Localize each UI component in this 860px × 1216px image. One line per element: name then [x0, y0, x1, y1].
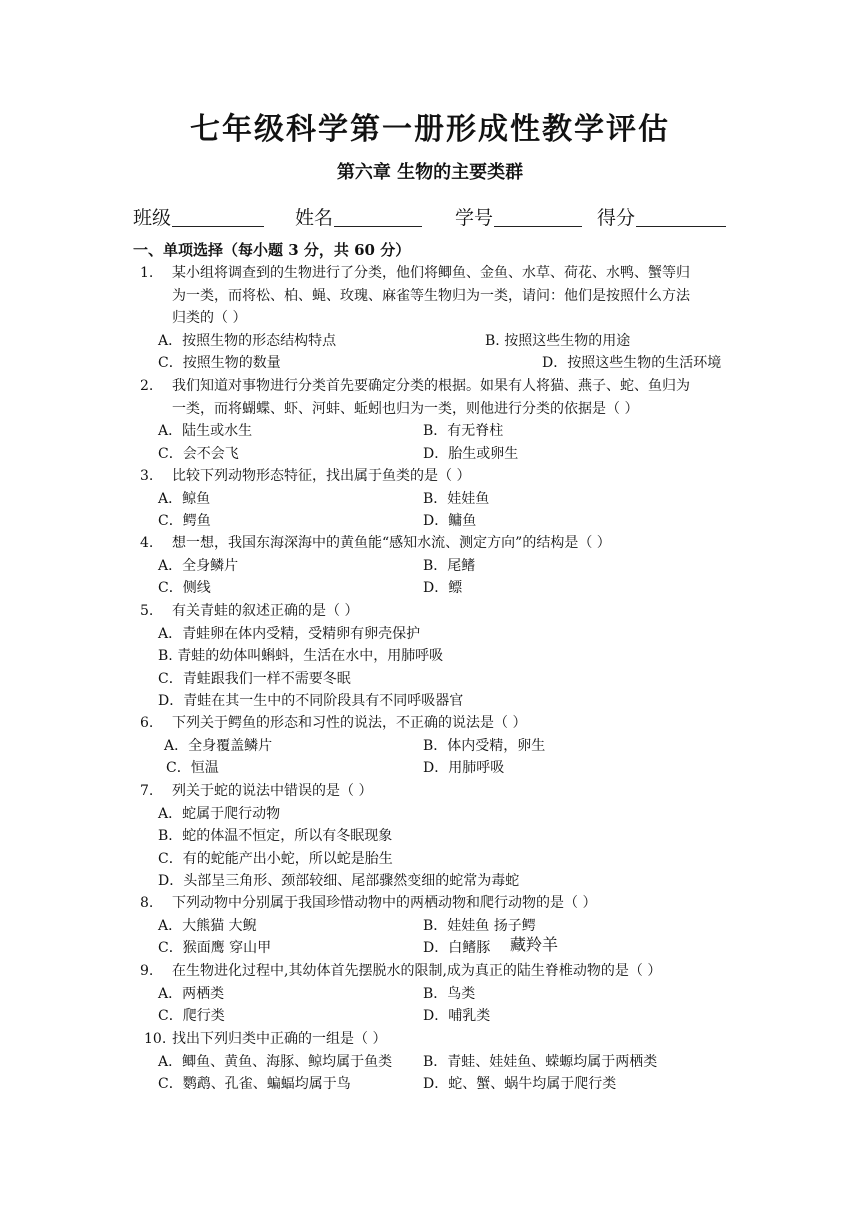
option-d[interactable]: D．按照这些生物的生活环境	[542, 355, 722, 371]
question-number: 5.	[140, 603, 154, 619]
option-d[interactable]: D．头部呈三角形、颈部较细、尾部骤然变细的蛇常为毒蛇	[158, 873, 520, 889]
stem-line: 下列关于鳄鱼的形态和习性的说法，不正确的说法是（ ）	[172, 715, 527, 731]
option-c[interactable]: C．鹦鹉、孔雀、蝙蝠均属于鸟	[158, 1076, 351, 1092]
options	[140, 420, 730, 465]
option-a[interactable]: A．按照生物的形态结构特点	[158, 332, 337, 349]
question-number: 10.	[144, 1031, 167, 1047]
option-d[interactable]: D．青蛙在其一生中的不同阶段具有不同呼吸器官	[158, 693, 464, 709]
option-b[interactable]: B. 青蛙的幼体叫蝌蚪，生活在水中，用肺呼吸	[158, 648, 444, 664]
option-d[interactable]: D．胎生或卵生	[423, 445, 519, 462]
name-field[interactable]	[295, 204, 422, 232]
option-a[interactable]: A．大熊猫 大鲵	[158, 917, 257, 934]
question-number: 2.	[140, 378, 154, 394]
class-field[interactable]	[133, 204, 264, 232]
option-b[interactable]: B．有无脊柱	[423, 423, 504, 439]
score-label: 得分	[597, 207, 636, 229]
question-1	[140, 262, 730, 375]
question-3	[140, 465, 730, 533]
option-c[interactable]: C．猴面鹰 穿山甲	[158, 940, 272, 956]
option-d[interactable]: D．鳔	[423, 580, 463, 596]
number-label: 学号	[455, 207, 494, 229]
option-a[interactable]: A．两栖类	[158, 985, 225, 1002]
option-b[interactable]: B．青蛙、娃娃鱼、蝾螈均属于两栖类	[423, 1053, 658, 1070]
option-d[interactable]: D．鳙鱼	[423, 513, 477, 529]
question-stem	[172, 262, 730, 285]
question-stem	[172, 1028, 734, 1051]
question-number: 9.	[140, 963, 154, 979]
option-c[interactable]: C．爬行类	[158, 1008, 225, 1024]
question-8	[140, 892, 730, 960]
option-c[interactable]: C．侧线	[158, 580, 211, 596]
question-number: 3.	[140, 468, 154, 484]
stem-line: 有关青蛙的叙述正确的是（ ）	[172, 603, 359, 619]
question-number: 4.	[140, 535, 154, 551]
option-b[interactable]: B．鸟类	[423, 985, 476, 1002]
option-a[interactable]: A．全身鳞片	[158, 557, 239, 574]
stem-line: 想一想，我国东海深海中的黄鱼能“感知水流、测定方向”的结构是（ ）	[172, 535, 611, 551]
options	[144, 1051, 734, 1096]
option-d[interactable]: D．白鳍豚	[423, 940, 491, 956]
stem-line: 找出下列归类中正确的一组是（ ）	[172, 1031, 387, 1047]
options	[140, 983, 730, 1028]
option-a[interactable]: A．陆生或水生	[158, 423, 253, 439]
stem-continuation	[172, 398, 730, 421]
option-b[interactable]: B．娃娃鱼 扬子鳄	[423, 917, 536, 934]
question-stem	[172, 780, 730, 803]
stem-line: 某小组将调查到的生物进行了分类，他们将鲫鱼、金鱼、水草、荷花、水鸭、蟹等归	[172, 265, 690, 281]
option-b[interactable]: B．尾鳍	[423, 557, 476, 574]
question-5	[140, 600, 730, 713]
question-number: 1.	[140, 265, 154, 281]
option-c[interactable]: C．鳄鱼	[158, 513, 211, 529]
option-a[interactable]: A．鲸鱼	[158, 490, 211, 507]
option-c[interactable]: C．有的蛇能产出小蛇，所以蛇是胎生	[158, 850, 393, 867]
stem-line: 在生物进化过程中,其幼体首先摆脱水的限制,成为真正的陆生脊椎动物的是（ ）	[172, 963, 662, 979]
stem-line: 一类，而将蝴蝶、虾、河蚌、蚯蚓也归为一类，则他进行分类的依据是（ ）	[172, 400, 639, 417]
question-7	[140, 780, 730, 893]
option-d[interactable]: D．用肺呼吸	[423, 760, 505, 776]
stem-line: 我们知道对事物进行分类首先要确定分类的根据。如果有人将猫、燕子、蛇、鱼归为	[172, 378, 690, 394]
question-stem	[172, 892, 730, 915]
option-c[interactable]: C．按照生物的数量	[158, 355, 281, 371]
question-2	[140, 375, 730, 465]
number-blank[interactable]	[494, 204, 582, 227]
options	[140, 488, 730, 533]
option-a[interactable]: A．青蛙卵在体内受精，受精卵有卵壳保护	[158, 625, 421, 642]
option-a[interactable]: A．鲫鱼、黄鱼、海豚、鲸均属于鱼类	[158, 1053, 393, 1070]
option-b[interactable]: B．蛇的体温不恒定，所以有冬眠现象	[158, 828, 393, 844]
options	[140, 623, 730, 713]
student-info-row	[133, 204, 733, 232]
question-6	[140, 712, 730, 780]
question-stem	[172, 600, 730, 623]
question-10	[144, 1028, 734, 1096]
question-number: 7.	[140, 783, 154, 799]
score-field[interactable]	[597, 204, 726, 232]
stem-line: 为一类，而将松、柏、蝇、玫瑰、麻雀等生物归为一类，请问：他们是按照什么方法	[172, 287, 690, 304]
option-d[interactable]: D．哺乳类	[423, 1008, 491, 1024]
options	[140, 555, 730, 600]
page-title: 七年级科学第一册形成性教学评估	[190, 112, 670, 147]
class-label: 班级	[133, 207, 172, 229]
option-b[interactable]: B. 按照这些生物的用途	[485, 332, 631, 349]
question-9	[140, 960, 730, 1028]
name-blank[interactable]	[334, 204, 422, 227]
option-d[interactable]: D．蛇、蟹、蜗牛均属于爬行类	[423, 1076, 617, 1092]
option-c[interactable]: C．恒温	[166, 760, 219, 776]
number-field[interactable]	[455, 204, 582, 232]
stem-continuation	[172, 285, 730, 330]
question-stem	[172, 465, 730, 488]
chapter-subtitle: 第六章 生物的主要类群	[336, 162, 524, 183]
option-a[interactable]: A．全身覆盖鳞片	[164, 737, 273, 754]
question-stem	[172, 712, 730, 735]
stem-line: 比较下列动物形态特征，找出属于鱼类的是（ ）	[172, 468, 471, 484]
section-heading: 一、单项选择（每小题 3 分，共 60 分）	[133, 241, 411, 259]
question-number: 8.	[140, 895, 154, 911]
option-a[interactable]: A．蛇属于爬行动物	[158, 805, 281, 822]
question-stem	[172, 960, 730, 983]
options	[140, 330, 730, 375]
stem-line: 列关于蛇的说法中错误的是（ ）	[172, 783, 373, 799]
option-c[interactable]: C．青蛙跟我们一样不需要冬眠	[158, 670, 351, 687]
score-blank[interactable]	[636, 204, 726, 227]
stem-line: 下列动物中分别属于我国珍惜动物中的两栖动物和爬行动物的是（ ）	[172, 895, 597, 911]
question-stem	[172, 375, 730, 398]
question-stem	[172, 532, 730, 555]
stem-line: 归类的（ ）	[172, 310, 247, 326]
option-c[interactable]: C．会不会飞	[158, 445, 239, 462]
question-4	[140, 532, 730, 600]
class-blank[interactable]	[172, 204, 264, 227]
name-label: 姓名	[295, 207, 334, 229]
option-b[interactable]: B．娃娃鱼	[423, 490, 490, 507]
options	[140, 915, 730, 960]
option-b[interactable]: B．体内受精，卵生	[423, 737, 546, 754]
options	[140, 803, 730, 893]
question-number: 6.	[140, 715, 154, 731]
option-d-extra: 藏羚羊	[510, 934, 559, 954]
options	[140, 735, 730, 780]
